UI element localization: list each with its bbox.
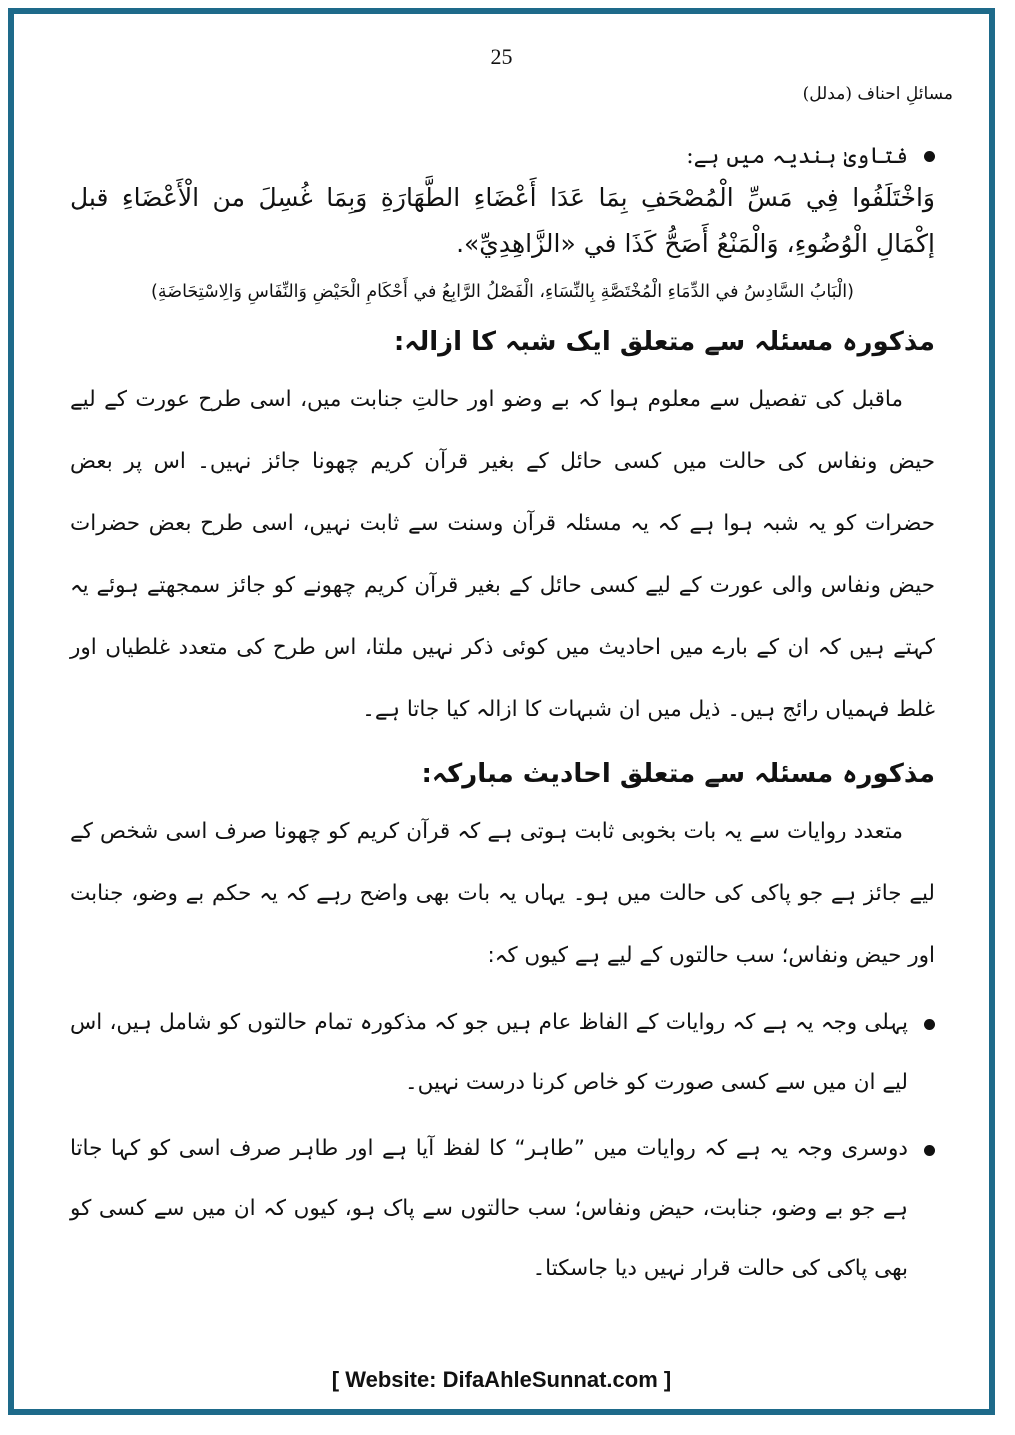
hadith-paragraph: متعدد روایات سے یہ بات بخوبی ثابت ہوتی ہے کہ قرآن کریم کو چھونا صرف اسی شخص کے لیے جائز ہے جو پاکی کی حالت میں ہو۔ یہاں یہ بات بھی واضح رہے کہ یہ حکم بے وضو، جنابت اور حیض ونفاس؛ سب حالتوں کے لیے ہے کیوں کہ: [70, 819, 935, 968]
reason-two: دوسری وجہ یہ ہے کہ روایات میں ”طاہر“ کا لفظ آیا ہے اور طاہر صرف اسی کو کہا جاتا ہے جو بے وضو، جنابت، حیض ونفاس؛ سب حالتوں سے پاک ہو، کیوں کہ ان میں سے کسی کو بھی پاکی کی حالت قرار نہیں دیا جاسکتا۔ [70, 1136, 908, 1281]
bullet-dot-icon [924, 1019, 935, 1030]
bullet-dot-icon [924, 151, 935, 162]
list-item [70, 993, 935, 1113]
page-content [70, 144, 935, 1299]
arabic-quote: وَاخْتَلَفُوا فِي مَسِّ الْمُصْحَفِ بِمَا عَدَا أَعْضَاءِ الطَّهَارَةِ وَبِمَا غُسِلَ من الْأَعْضَاءِ قبل إكْمَالِ الْوُضُوءِ، وَالْمَنْعُ أَصَحُّ كَذَا في «الزَّاهِدِيِّ». [70, 183, 935, 258]
doubt-paragraph: ماقبل کی تفصیل سے معلوم ہوا کہ بے وضو اور حالتِ جنابت میں، اسی طرح عورت کے لیے حیض ونفاس کی حالت میں کسی حائل کے بغیر قرآن کریم چھونا جائز نہیں۔ اس پر بعض حضرات کو یہ شبہ ہوا ہے کہ یہ مسئلہ قرآن وسنت سے ثابت نہیں، اسی طرح بعض حضرات حیض ونفاس والی عورت کے لیے کسی حائل کے بغیر قرآن کریم چھونے کو جائز سمجھتے ہوئے یہ کہتے ہیں کہ ان کے بارے میں احادیث میں کوئی ذکر نہیں ملتا، اس طرح کی متعدد غلطیاں اور غلط فہمیاں رائج ہیں۔ ذیل میں ان شبہات کا ازالہ کیا جاتا ہے۔ [70, 387, 935, 722]
page-frame [8, 8, 995, 1415]
bullet-dot-icon [924, 1145, 935, 1156]
book-title: مسائلِ احناف (مدلل) [802, 84, 953, 104]
list-item [70, 1119, 935, 1299]
section-heading-doubt: مذکورہ مسئلہ سے متعلق ایک شبہ کا ازالہ: [393, 327, 935, 357]
fatawa-bullet [70, 144, 935, 169]
fatawa-label: فتاویٰ ہندیہ میں ہے: [686, 144, 908, 169]
section-heading-hadith: مذکورہ مسئلہ سے متعلق احادیث مبارکہ: [421, 759, 935, 789]
reason-one: پہلی وجہ یہ ہے کہ روایات کے الفاظ عام ہیں جو کہ مذکورہ تمام حالتوں کو شامل ہیں، اس لیے ان میں سے کسی صورت کو خاص کرنا درست نہیں۔ [70, 1010, 908, 1095]
website-footer: [ Website: DifaAhleSunnat.com ] [331, 1367, 672, 1392]
arabic-reference: (الْبَابُ السَّادِسُ في الدِّمَاءِ الْمُخْتَصَّةِ بِالنِّسَاءِ، الْفَصْلُ الرَّابِعُ في أَحْكَامِ الْحَيْضِ وَالنِّفَاسِ وَالِاسْتِحَاضَةِ) [151, 282, 854, 302]
page-number: 25 [490, 44, 513, 69]
